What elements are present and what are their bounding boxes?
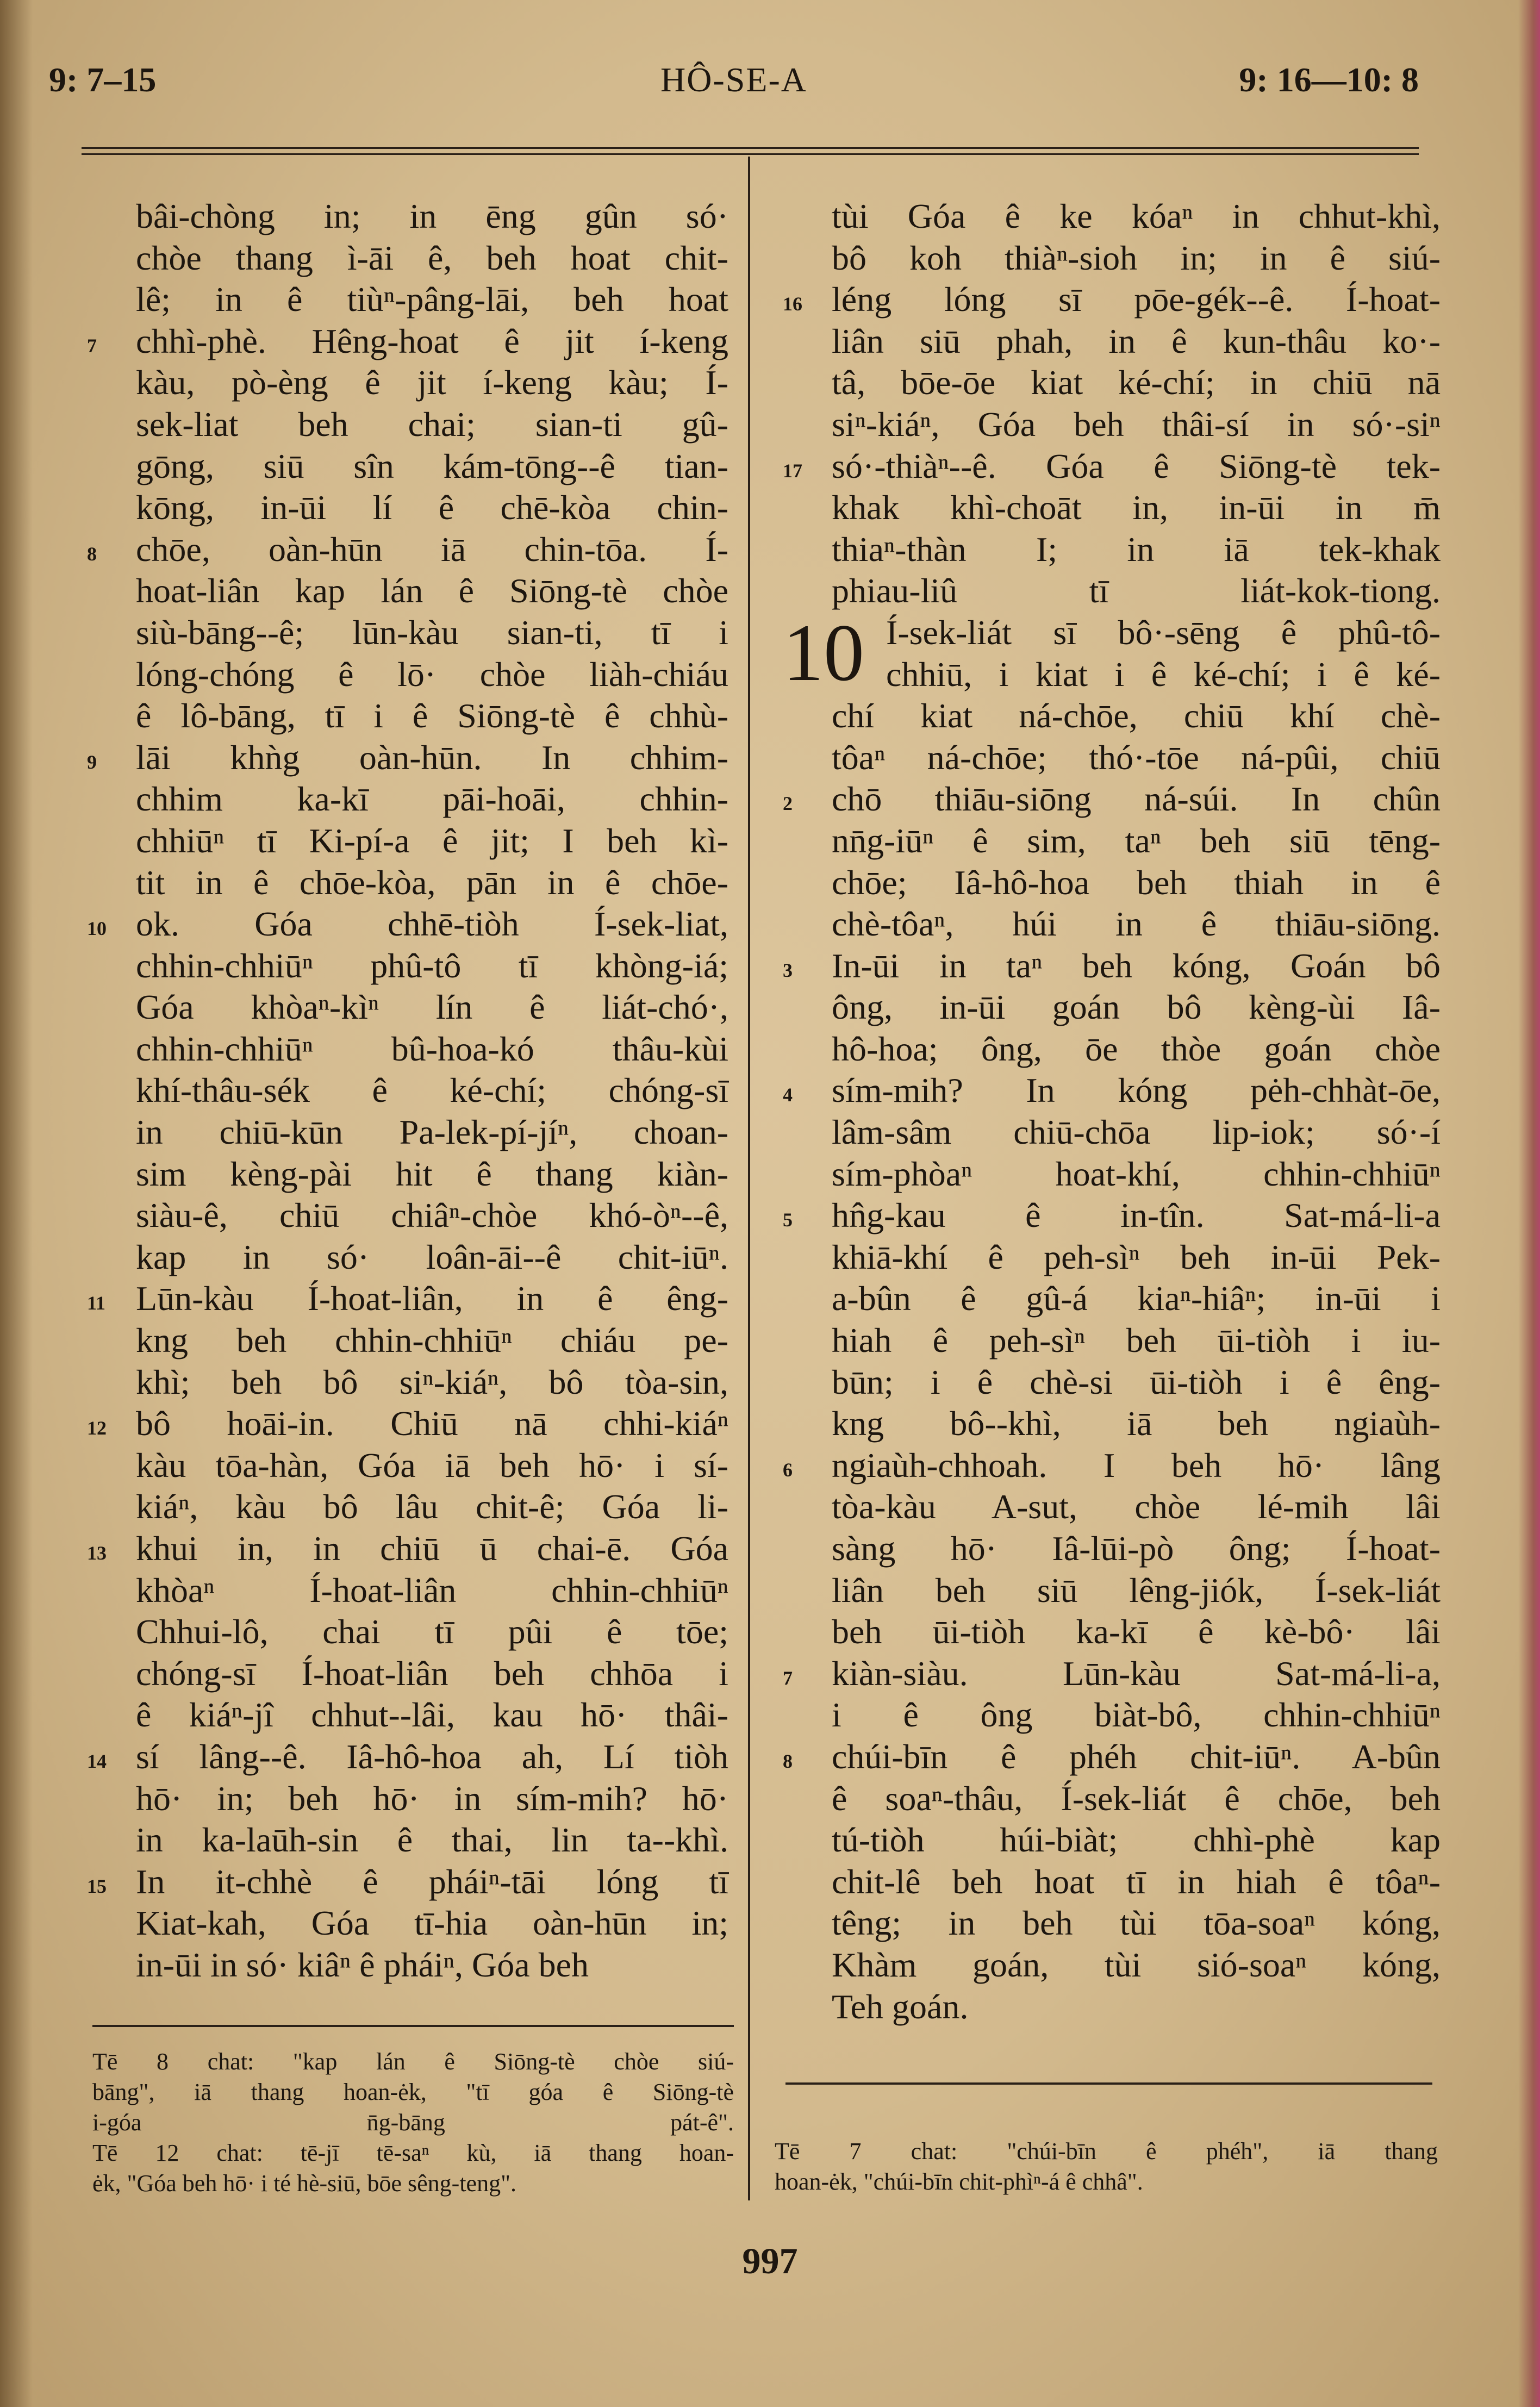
line-text: Kiat-kah, Góa tī-hia oàn-hūn in; xyxy=(136,1904,728,1943)
verse-number: 5 xyxy=(783,1209,793,1231)
line-text: in chiū-kūn Pa-lek-pí-jíⁿ, choan- xyxy=(136,1113,728,1152)
text-line xyxy=(136,1028,728,1070)
text-line xyxy=(832,321,1441,363)
text-line xyxy=(136,1903,728,1944)
text-line xyxy=(832,987,1441,1028)
verse-number: 14 xyxy=(87,1750,107,1772)
line-text: ok. Góa chhē-tiòh Í-sek-liat, xyxy=(136,905,728,944)
footnotes-right xyxy=(775,2136,1438,2197)
footnote-rule-right xyxy=(785,2082,1432,2085)
page-number: 997 xyxy=(742,2240,798,2281)
text-line xyxy=(87,529,728,571)
text-line xyxy=(136,1195,728,1237)
line-text: chōe; Iâ-hô-hoa beh thiah in ê xyxy=(832,863,1441,902)
line-text: lâm-sâm chiū-chōa lip-iok; só·-í xyxy=(832,1113,1441,1152)
line-text: chit-lê beh hoat tī in hiah ê tôaⁿ- xyxy=(832,1862,1441,1901)
line-text: Khàm goán, tùi sió-soaⁿ kóng, xyxy=(832,1945,1441,1984)
verse-number: 8 xyxy=(783,1750,793,1772)
line-text: in-ūi in só· kiâⁿ ê pháiⁿ, Góa beh xyxy=(136,1945,589,1984)
line-text: têng; in beh tùi tōa-soaⁿ kóng, xyxy=(832,1904,1441,1943)
line-text: in ka-laūh-sin ê thai, lin ta--khì. xyxy=(136,1820,728,1860)
line-text: kàu tōa-hàn, Góa iā beh hō· i sí- xyxy=(136,1445,728,1485)
text-line xyxy=(136,570,728,612)
text-line xyxy=(783,1445,1441,1487)
footnote-line: hoan-ėk, "chúi-bīn chit-phìⁿ-á ê chhâ". xyxy=(775,2168,1143,2195)
text-line xyxy=(832,362,1441,404)
line-text: nn̄g-iūⁿ ê sim, taⁿ beh siū tēng- xyxy=(832,821,1441,860)
running-header xyxy=(49,60,1419,114)
text-line xyxy=(832,1861,1441,1903)
line-text: lê; in ê tiùⁿ-pâng-lāi, beh hoat xyxy=(136,280,728,319)
text-line xyxy=(832,737,1441,779)
text-line xyxy=(136,196,728,238)
line-text: kiáⁿ, kàu bô lâu chit-ê; Góa li- xyxy=(136,1487,728,1526)
text-line xyxy=(136,1112,728,1153)
text-line xyxy=(136,1653,728,1695)
header-right-reference: 9: 16—10: 8 xyxy=(1239,60,1419,99)
line-text: ngiaùh-chhoah. I beh hō· lâng xyxy=(832,1445,1441,1485)
line-text: chúi-bīn ê phéh chit-iūⁿ. A-bûn xyxy=(832,1737,1441,1776)
text-line xyxy=(783,1736,1441,1778)
text-line xyxy=(832,1903,1441,1944)
line-text: In it-chhè ê pháiⁿ-tāi lóng tī xyxy=(136,1862,728,1901)
chapter-number: 10 xyxy=(783,607,864,698)
line-text: ê soaⁿ-thâu, Í-sek-liát ê chōe, beh xyxy=(832,1779,1441,1818)
line-text: bô koh thiàⁿ-sioh in; in ê siú- xyxy=(832,238,1441,277)
line-text: bâi-chòng in; in ēng gûn só· xyxy=(136,197,728,235)
verse-number: 6 xyxy=(783,1458,793,1481)
line-text: chòe thang ì-āi ê, beh hoat chit- xyxy=(136,238,728,277)
text-line xyxy=(87,1403,728,1445)
line-text: hô-hoa; ông, ōe thòe goán chòe xyxy=(832,1029,1441,1068)
line-text: sím-phòaⁿ hoat-khí, chhin-chhiūⁿ xyxy=(832,1154,1441,1193)
verse-number: 16 xyxy=(783,293,802,315)
footnote-rule-left xyxy=(92,2025,734,2027)
line-text: khui in, in chiū ū chai-ē. Góa xyxy=(136,1529,728,1568)
line-text: lóng-chóng ê lō· chòe liàh-chiáu xyxy=(136,654,728,694)
line-text: tú-tiòh húi-biàt; chhì-phè kap xyxy=(832,1820,1441,1860)
text-line xyxy=(136,654,728,696)
line-text: chhin-chhiūⁿ bû-hoa-kó thâu-kùi xyxy=(136,1029,728,1068)
text-line xyxy=(832,695,1441,737)
text-line xyxy=(832,1362,1441,1404)
line-text: kàu, pò-èng ê jit í-keng kàu; Í- xyxy=(136,363,728,402)
line-text: sàng hō· Iâ-lūi-pò ông; Í-hoat- xyxy=(832,1529,1441,1568)
verse-number: 13 xyxy=(87,1542,107,1564)
verse-number: 3 xyxy=(783,959,793,981)
line-text: hn̂g-kau ê in-tîn. Sat-má-li-a xyxy=(832,1196,1441,1235)
text-line xyxy=(832,1986,1441,2028)
verse-number: 7 xyxy=(783,1667,793,1689)
line-text: būn; i ê chè-si ūi-tiòh i ê êng- xyxy=(832,1362,1441,1401)
line-text: sím-mih? In kóng pėh-chhàt-ōe, xyxy=(832,1071,1441,1110)
verse-number: 17 xyxy=(783,459,802,482)
column-divider xyxy=(748,157,750,2200)
text-line xyxy=(783,945,1441,987)
line-text: kōng, in-ūi lí ê chē-kòa chin- xyxy=(136,488,728,527)
line-text: chhiūⁿ tī Ki-pí-a ê jit; I beh kì- xyxy=(136,821,728,860)
line-text: sek-liat beh chai; sian-ti gû- xyxy=(136,404,728,444)
line-text: chhiū, i kiat i ê ké-chí; i ê ké- xyxy=(886,654,1441,694)
line-text: siàu-ê, chiū chiâⁿ-chòe khó-òⁿ--ê, xyxy=(136,1196,728,1235)
verse-number: 7 xyxy=(87,334,97,357)
line-text: só·-thiàⁿ--ê. Góa ê Siōng-tè tek- xyxy=(832,446,1441,485)
line-text: khòaⁿ Í-hoat-liân chhin-chhiūⁿ xyxy=(136,1570,728,1610)
text-line xyxy=(832,1611,1441,1653)
text-line xyxy=(136,1944,728,1986)
text-line xyxy=(832,1403,1441,1445)
text-line xyxy=(136,1445,728,1487)
verse-number: 10 xyxy=(87,918,107,940)
line-text: Í-sek-liát sī bô·-sēng ê phû-tô- xyxy=(886,613,1441,652)
text-line xyxy=(136,362,728,404)
left-column xyxy=(87,196,728,1986)
line-text: tùi Góa ê ke kóaⁿ in chhut-khì, xyxy=(832,197,1441,235)
text-line xyxy=(136,1320,728,1362)
line-text: liân siū phah, in ê kun-thâu ko·- xyxy=(832,321,1441,360)
right-column xyxy=(783,196,1441,2028)
text-line xyxy=(136,612,728,654)
text-line xyxy=(832,529,1441,571)
line-text: lāi khǹg oàn-hūn. In chhim- xyxy=(136,738,728,777)
line-text: Chhui-lô, chai tī pûi ê tōe; xyxy=(136,1612,728,1651)
line-text: In-ūi in taⁿ beh kóng, Goán bô xyxy=(832,946,1441,985)
line-text: chhì-phè. Hêng-hoat ê jit í-keng xyxy=(136,321,728,360)
text-line xyxy=(832,196,1441,238)
text-line xyxy=(87,1278,728,1320)
text-line xyxy=(832,487,1441,529)
verse-number: 9 xyxy=(87,751,97,773)
text-line xyxy=(783,1195,1441,1237)
footnote-line: Tē 12 chat: tē-jī tē-saⁿ kù, iā thang hoan- xyxy=(92,2140,734,2166)
text-line xyxy=(783,778,1441,820)
line-text: ê lô-bāng, tī i ê Siōng-tè ê chhù- xyxy=(136,696,728,735)
footnote-line: i-góa n̄g-bāng pát-ê". xyxy=(92,2109,734,2136)
text-line xyxy=(136,238,728,279)
text-line xyxy=(832,1819,1441,1861)
text-line xyxy=(832,862,1441,904)
line-text: beh ūi-tiòh ka-kī ê kè-bô· lâi xyxy=(832,1612,1441,1651)
text-line xyxy=(832,238,1441,279)
line-text: siⁿ-kiáⁿ, Góa beh thâi-sí in só·-siⁿ xyxy=(832,404,1441,444)
verse-number: 15 xyxy=(87,1875,107,1897)
text-line xyxy=(832,570,1441,612)
text-line xyxy=(783,446,1441,488)
line-text: Góa khòaⁿ-kìⁿ lín ê liát-chó·, xyxy=(136,988,728,1027)
text-line xyxy=(832,1778,1441,1820)
line-text: hō· in; beh hō· in sím-mih? hō· xyxy=(136,1779,728,1818)
footnote-line: Tē 8 chat: "kap lán ê Siōng-tè chòe siú- xyxy=(92,2048,734,2075)
text-line xyxy=(136,279,728,321)
line-text: sim kèng-pài hit ê thang kiàn- xyxy=(136,1154,728,1193)
page-gutter-shadow xyxy=(0,0,33,2407)
text-line xyxy=(783,1653,1441,1695)
line-text: thiaⁿ-thàn I; in iā tek-khak xyxy=(832,529,1441,569)
line-text: chí kiat ná-chōe, chiū khí chè- xyxy=(832,696,1441,735)
text-line xyxy=(832,1278,1441,1320)
line-text: ê kiáⁿ-jî chhut--lâi, kau hō· thâi- xyxy=(136,1695,728,1735)
line-text: chè-tôaⁿ, húi in ê thiāu-siōng. xyxy=(832,905,1441,944)
text-line xyxy=(136,446,728,488)
text-line xyxy=(832,654,1441,696)
text-line xyxy=(832,820,1441,862)
footnotes-left xyxy=(92,2047,734,2199)
line-text: chō thiāu-siōng ná-súi. In chûn xyxy=(832,780,1441,819)
line-text: Lūn-kàu Í-hoat-liân, in ê êng- xyxy=(136,1279,728,1318)
line-text: khiā-khí ê peh-sìⁿ beh in-ūi Pek- xyxy=(832,1237,1441,1276)
line-text: khì; beh bô siⁿ-kiáⁿ, bô tòa-sin, xyxy=(136,1362,728,1401)
line-text: tit in ê chōe-kòa, pān in ê chōe- xyxy=(136,863,728,902)
line-text: chhin-chhiūⁿ phû-tô tī khòng-iá; xyxy=(136,946,728,985)
verse-number: 2 xyxy=(783,793,793,815)
text-line xyxy=(136,695,728,737)
text-line xyxy=(783,279,1441,321)
text-line xyxy=(87,1528,728,1570)
text-line xyxy=(87,1736,728,1778)
text-line xyxy=(832,1944,1441,1986)
line-text: tâ, bōe-ōe kiat ké-chí; in chiū nā xyxy=(832,363,1441,402)
footnote-line: Tē 7 chat: "chúi-bīn ê phéh", iā thang xyxy=(775,2138,1438,2165)
text-line xyxy=(136,778,728,820)
text-line xyxy=(832,404,1441,446)
text-line xyxy=(136,404,728,446)
text-line xyxy=(136,1362,728,1404)
text-line xyxy=(87,1861,728,1903)
verse-number: 8 xyxy=(87,542,97,565)
text-line xyxy=(136,1153,728,1195)
line-text: kap in só· loân-āi--ê chit-iūⁿ. xyxy=(136,1237,728,1276)
text-line xyxy=(136,820,728,862)
book-title: HÔ-SE-A xyxy=(660,60,807,99)
text-line xyxy=(832,1528,1441,1570)
text-line xyxy=(136,1237,728,1279)
text-line xyxy=(832,1320,1441,1362)
line-text: chhim ka-kī pāi-hoāi, chhin- xyxy=(136,780,728,819)
text-line xyxy=(832,1028,1441,1070)
page-edge xyxy=(1518,0,1540,2407)
text-line xyxy=(136,487,728,529)
line-text: tòa-kàu A-sut, chòe lé-mih lâi xyxy=(832,1487,1441,1526)
line-text: sí lâng--ê. Iâ-hô-hoa ah, Lí tiòh xyxy=(136,1737,728,1776)
text-line xyxy=(87,903,728,945)
text-line xyxy=(136,1819,728,1861)
line-text: chóng-sī Í-hoat-liân beh chhōa i xyxy=(136,1654,728,1693)
text-line xyxy=(832,1486,1441,1528)
line-text: liân beh siū lêng-jiók, Í-sek-liát xyxy=(832,1570,1441,1610)
text-line xyxy=(136,1694,728,1736)
line-text: kiàn-siàu. Lūn-kàu Sat-má-li-a, xyxy=(832,1654,1441,1693)
text-line xyxy=(832,903,1441,945)
verse-number: 12 xyxy=(87,1417,107,1439)
text-line xyxy=(136,945,728,987)
line-text: phiau-liû tī liát-kok-tiong. xyxy=(832,571,1441,610)
line-text: a-bûn ê gû-á kiaⁿ-hiâⁿ; in-ūi i xyxy=(832,1279,1441,1318)
line-text: khí-thâu-sék ê ké-chí; chóng-sī xyxy=(136,1071,728,1110)
line-text: tôaⁿ ná-chōe; thó·-tōe ná-pûi, chiū xyxy=(832,738,1441,777)
text-line xyxy=(136,987,728,1028)
header-left-reference: 9: 7–15 xyxy=(49,60,157,99)
text-line xyxy=(87,321,728,363)
line-text: chōe, oàn-hūn iā chin-tōa. Í- xyxy=(136,529,728,569)
text-line xyxy=(87,737,728,779)
line-text: kng bô--khì, iā beh ngiaùh- xyxy=(832,1404,1441,1443)
text-line xyxy=(136,1070,728,1112)
footnote-line: ėk, "Góa beh hō· i té hè-siū, bōe sêng-teng". xyxy=(92,2170,517,2197)
text-line xyxy=(136,1611,728,1653)
verse-number: 11 xyxy=(87,1292,106,1314)
text-line xyxy=(136,1486,728,1528)
line-text: kng beh chhin-chhiūⁿ chiáu pe- xyxy=(136,1321,728,1360)
line-text: i ê ông biàt-bô, chhin-chhiūⁿ xyxy=(832,1695,1441,1735)
text-line xyxy=(832,1237,1441,1279)
line-text: khak khì-choāt in, in-ūi in m̄ xyxy=(832,488,1441,527)
line-text: ông, in-ūi goán bô kèng-ùi Iâ- xyxy=(832,988,1441,1027)
text-line xyxy=(136,1778,728,1820)
verse-number: 4 xyxy=(783,1084,793,1106)
line-text: léng lóng sī pōe-gék--ê. Í-hoat- xyxy=(832,280,1441,319)
text-line xyxy=(136,1570,728,1612)
line-text: hoat-liân kap lán ê Siōng-tè chòe xyxy=(136,571,728,610)
text-line xyxy=(832,1112,1441,1153)
text-line xyxy=(832,1153,1441,1195)
header-double-rule xyxy=(82,147,1419,155)
line-text: gōng, siū sîn kám-tōng--ê tian- xyxy=(136,446,728,485)
text-line xyxy=(832,1694,1441,1736)
line-text: siù-bāng--ê; lūn-kàu sian-ti, tī i xyxy=(136,613,728,652)
text-line xyxy=(136,862,728,904)
footnote-line: bāng", iā thang hoan-ėk, "tī góa ê Siōng-tè xyxy=(92,2079,734,2105)
line-text: bô hoāi-in. Chiū nā chhi-kiáⁿ xyxy=(136,1404,728,1443)
text-line xyxy=(783,1070,1441,1112)
text-line xyxy=(832,1570,1441,1612)
line-text: Teh goán. xyxy=(832,1987,969,2026)
line-text: hiah ê peh-sìⁿ beh ūi-tiòh i iu- xyxy=(832,1321,1441,1360)
